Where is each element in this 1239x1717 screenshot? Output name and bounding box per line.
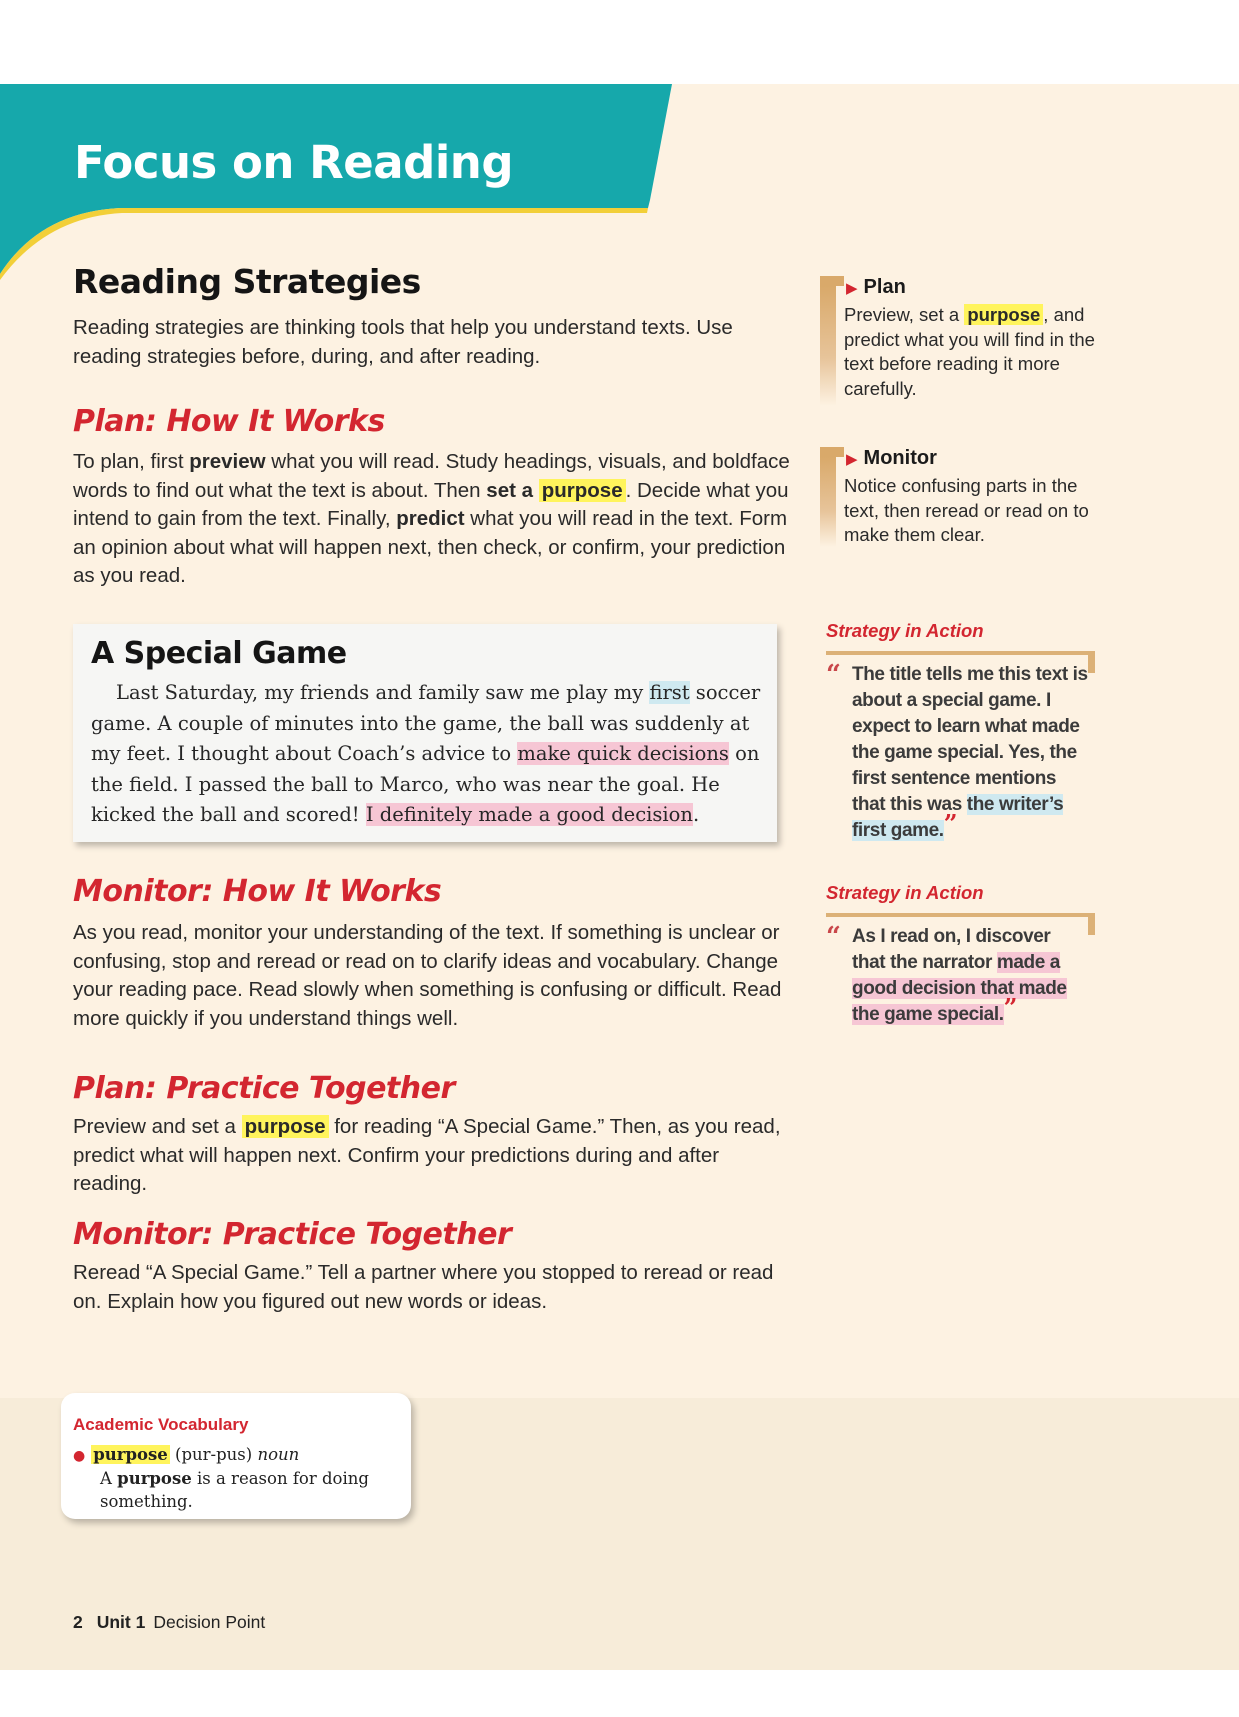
unit-title: Decision Point (153, 1612, 266, 1632)
close-quote-icon: ” (943, 809, 958, 838)
highlight-purpose-2: purpose (242, 1115, 329, 1138)
highlight-quick-decisions: make quick decisions (517, 742, 729, 765)
arrow-right-icon: ▶ (846, 451, 858, 468)
note-bar-top (820, 447, 844, 457)
bullet-icon: ● (73, 1448, 86, 1464)
divider (826, 651, 1094, 655)
page-heading: Reading Strategies (73, 262, 421, 301)
story-box (73, 624, 777, 842)
plan-practice-paragraph: Preview and set a purpose for reading “A Special Game.” Then, as you read, predict what will happen next. Confirm your predictions during and after reading. (73, 1115, 781, 1195)
vocab-label: Academic Vocabulary (73, 1415, 249, 1434)
monitor-how-heading: Monitor: How It Works (73, 874, 442, 909)
unit-label: Unit 1 (96, 1612, 146, 1632)
open-quote-icon: “ (826, 660, 841, 690)
divider-end (1088, 651, 1095, 673)
strategy-label: Strategy in Action (826, 620, 984, 641)
side-note-monitor (820, 447, 1110, 547)
story-title: A Special Game (91, 636, 347, 671)
part-of-speech: noun (257, 1445, 300, 1464)
highlight-first: first (649, 681, 690, 704)
open-quote-icon: “ (826, 922, 841, 952)
plan-how-heading: Plan: How It Works (73, 404, 385, 439)
academic-vocabulary-box (61, 1393, 411, 1519)
page-number: 2 (73, 1612, 83, 1632)
strategy-in-action-1 (826, 620, 1096, 841)
highlight-purpose-3: purpose (964, 304, 1043, 325)
note-bar (820, 286, 836, 406)
strategy-text: As I read on, I discover that the narrator made a good decision that made the game special.” (852, 926, 1067, 1025)
vocab-definition: A purpose is a reason for doing something. (100, 1469, 369, 1511)
plan-practice-heading: Plan: Practice Together (73, 1071, 455, 1106)
keyword-predict: predict (396, 507, 465, 530)
highlight-writers-first-game: the writer’s first game. (852, 794, 1064, 841)
highlight-made-a-good-decision: made a good decision that made the game special. (852, 952, 1067, 1025)
highlight-purpose: purpose (539, 479, 626, 502)
note-bar (820, 457, 836, 547)
story-text: Last Saturday, my friends and family saw me play my first soccer game. A couple of minutes into the game, the ball was suddenly at my feet. I thought about Coach’s advice to make quick decisions on the field. I passed the ball to Marco, who was near the goal. He kicked the ball and scored! I definitely made a good decision. (91, 681, 761, 826)
side-monitor-title: Monitor (863, 447, 937, 469)
plan-how-paragraph: To plan, first preview what you will read. Study headings, visuals, and boldface words to find out what the text is about. Then set a purpose . Decide what you intend to gain from the text. Finally, predict what you will read in the text. Form an opinion about what will happen next, then check, or confirm, your prediction as you read. (73, 450, 790, 587)
intro-paragraph: Reading strategies are thinking tools that help you understand texts. Use reading strategies before, during, and after reading. (73, 316, 733, 368)
divider-end (1088, 913, 1095, 935)
keyword-preview: preview (189, 450, 266, 473)
monitor-how-paragraph: As you read, monitor your understanding of the text. If something is unclear or confusing, stop and reread or read on to clarify ideas and vocabulary. Change your reading pace. Read slowly when something is confusing or difficult. Read more quickly if you understand things well. (73, 921, 782, 1030)
arrow-right-icon: ▶ (846, 280, 858, 297)
monitor-practice-heading: Monitor: Practice Together (73, 1217, 512, 1252)
banner-title: Focus on Reading (74, 136, 514, 189)
note-bar-top (820, 276, 844, 286)
highlight-good-decision: I definitely made a good decision (365, 803, 693, 826)
strategy-in-action-2 (826, 882, 1096, 1025)
close-quote-icon: ” (1003, 993, 1018, 1022)
side-monitor-text: Notice confusing parts in the text, then reread or read on to make them clear. (844, 475, 1089, 545)
page-footer (73, 1612, 265, 1633)
strategy-text: The title tells me this text is about a special game. I expect to learn what made the game special. Yes, the first sentence mentions that this was the writer’s first game.” (852, 664, 1088, 841)
side-plan-title: Plan (863, 276, 906, 298)
side-note-plan (820, 276, 1110, 406)
monitor-practice-paragraph: Reread “A Special Game.” Tell a partner where you stopped to reread or read on. Explain how you figured out new words or ideas. (73, 1261, 774, 1313)
strategy-label: Strategy in Action (826, 882, 984, 903)
side-plan-text: Preview, set a purpose , and predict what you will find in the text before reading it more carefully. (844, 304, 1095, 399)
divider (826, 913, 1094, 917)
vocab-word: purpose (93, 1445, 168, 1464)
vocab-entry: ● purpose (pur-pus) noun (73, 1445, 300, 1464)
